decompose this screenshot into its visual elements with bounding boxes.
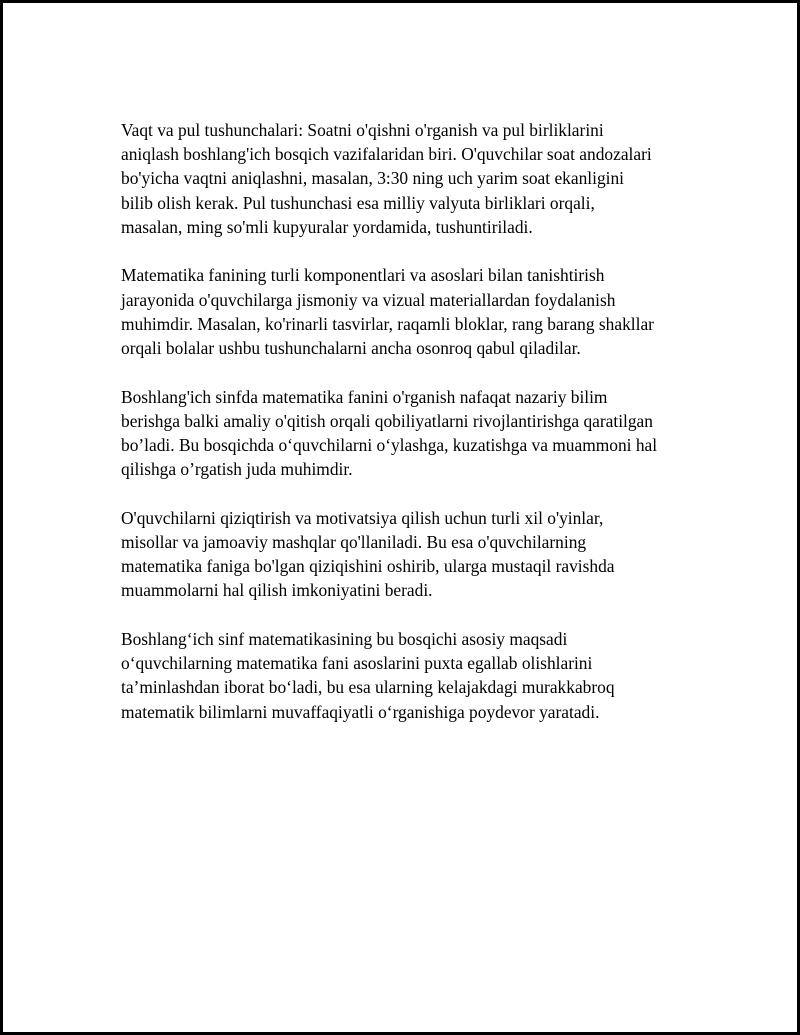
paragraph-time-and-money bbox=[121, 118, 701, 239]
paragraph-line: matematika faniga bo'lgan qiziqishini oshirib, ularga mustaqil ravishda bbox=[121, 556, 615, 577]
paragraph-line: berishga balki amaliy o'qitish orqali qobiliyatlarni rivojlantirishga qaratilgan bbox=[121, 410, 653, 431]
paragraph-line: O'quvchilarni qiziqtirish va motivatsiya qilish uchun turli xil o'yinlar, bbox=[121, 507, 604, 528]
paragraph-line: orqali bolalar ushbu tushunchalarni ancha osonroq qabul qiladilar. bbox=[121, 338, 581, 359]
paragraph-line: qilishga o’rgatish juda muhimdir. bbox=[121, 459, 353, 480]
paragraph-line: ta’minlashdan iborat bo‘ladi, bu esa ularning kelajakdagi murakkabroq bbox=[121, 677, 615, 698]
paragraph-line: matematik bilimlarni muvaffaqiyatli o‘rganishiga poydevor yaratadi. bbox=[121, 701, 600, 722]
paragraph-practical-learning bbox=[121, 385, 701, 482]
paragraph-line: Boshlang'ich sinfda matematika fanini o'rganish nafaqat nazariy bilim bbox=[121, 386, 608, 407]
paragraph-main-goal bbox=[121, 627, 701, 724]
paragraph-line: Boshlang‘ich sinf matematikasining bu bosqichi asosiy maqsadi bbox=[121, 629, 568, 650]
paragraph-line: bo’ladi. Bu bosqichda o‘quvchilarni o‘ylashga, kuzatishga va muammoni hal bbox=[121, 435, 658, 456]
document-body bbox=[121, 118, 701, 748]
paragraph-line: bo'yicha vaqtni aniqlashni, masalan, 3:30 ning uch yarim soat ekanligini bbox=[121, 168, 625, 189]
paragraph-line: misollar va jamoaviy mashqlar qo'llaniladi. Bu esa o'quvchilarning bbox=[121, 532, 587, 553]
paragraph-line: muammolarni hal qilish imkoniyatini beradi. bbox=[121, 580, 433, 601]
paragraph-line: muhimdir. Masalan, ko'rinarli tasvirlar, raqamli bloklar, rang barang shakllar bbox=[121, 313, 654, 334]
paragraph-line: Matematika fanining turli komponentlari va asoslari bilan tanishtirish bbox=[121, 265, 605, 286]
paragraph-line: masalan, ming so'mli kupyuralar yordamida, tushuntiriladi. bbox=[121, 216, 533, 237]
paragraph-line: Vaqt va pul tushunchalari: Soatni o'qishni o'rganish va pul birliklarini bbox=[121, 120, 604, 140]
paragraph-line: o‘quvchilarning matematika fani asoslarini puxta egallab olishlarini bbox=[121, 653, 593, 674]
paragraph-line: bilib olish kerak. Pul tushunchasi esa milliy valyuta birliklari orqali, bbox=[121, 192, 595, 213]
paragraph-motivation bbox=[121, 506, 701, 603]
paragraph-visual-materials bbox=[121, 263, 701, 360]
paragraph-line: aniqlash boshlang'ich bosqich vazifalaridan biri. O'quvchilar soat andozalari bbox=[121, 144, 652, 165]
paragraph-line: jarayonida o'quvchilarga jismoniy va vizual materiallardan foydalanish bbox=[121, 289, 616, 310]
